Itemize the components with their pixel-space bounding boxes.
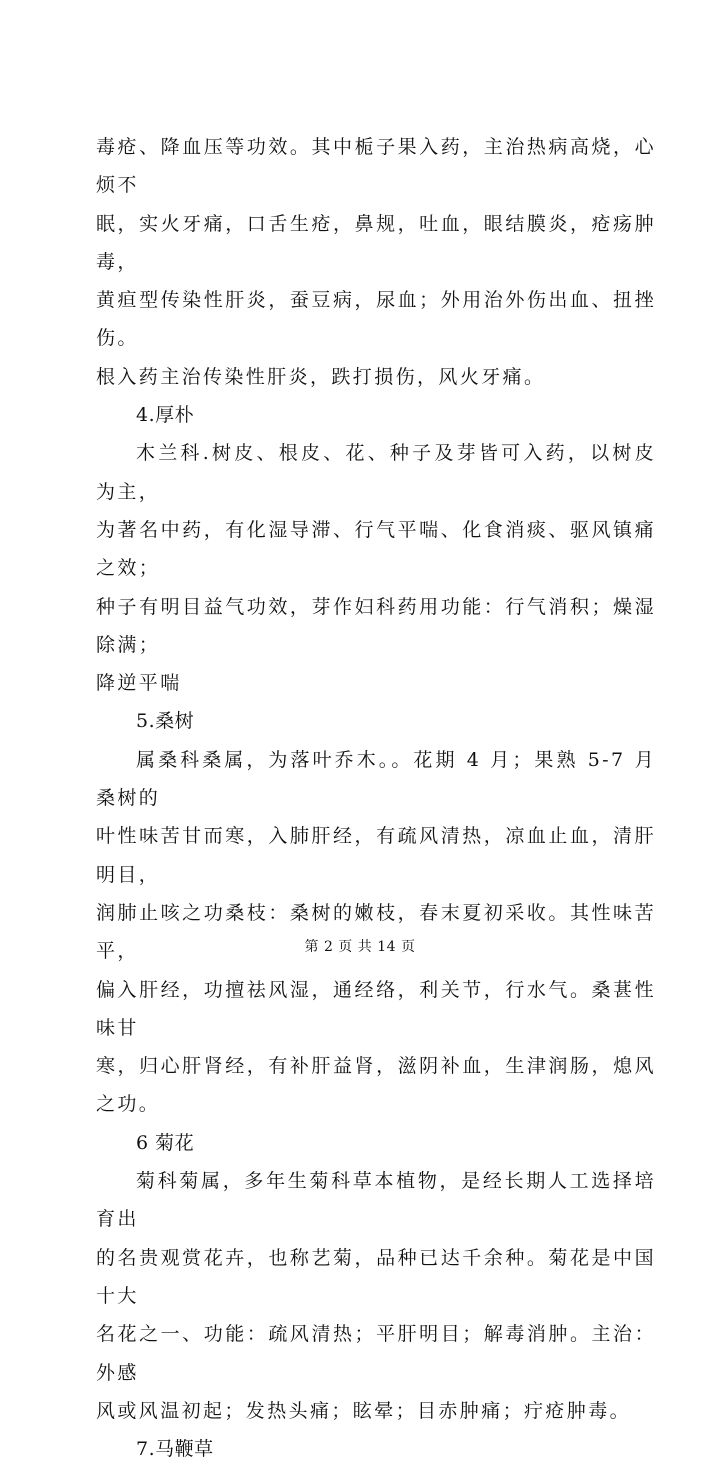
text-line: 风或风温初起；发热头痛；眩晕；目赤肿痛；疔疮肿毒。 — [96, 1399, 632, 1422]
text-line: 木兰科.树皮、根皮、花、种子及芽皆可入药，以树皮为主， — [96, 442, 656, 503]
document-body — [96, 128, 656, 1468]
text-line: 种子有明目益气功效，芽作妇科药用功能：行气消积；燥湿除满； — [96, 595, 656, 656]
text-line: 黄疸型传染性肝炎，蚕豆病，尿血；外用治外伤出血、扭挫伤。 — [96, 289, 656, 350]
paragraph-houpo — [96, 434, 656, 702]
text-line: 叶性味苦甘而寒，入肺肝经，有疏风清热，凉血止血，清肝明目， — [96, 825, 656, 886]
text-line: 名花之一、功能：疏风清热；平肝明目；解毒消肿。主治：外感 — [96, 1323, 656, 1384]
text-line: 偏入肝经，功擅祛风湿，通经络，利关节，行水气。桑葚性味甘 — [96, 978, 656, 1039]
text-line: 属桑科桑属，为落叶乔木。。花期 4 月；果熟 5-7 月桑树的 — [96, 748, 656, 810]
section-heading-mabiancao: 7.马鞭草 — [136, 1438, 214, 1461]
text-line: 根入药主治传染性肝炎，跌打损伤，风火牙痛。 — [96, 365, 546, 388]
paragraph-sangshu — [96, 741, 656, 1124]
text-line: 润肺止咳之功桑枝：桑树的嫩枝，春末夏初采收。其性味苦平， — [96, 901, 656, 963]
text-line: 的名贵观赏花卉，也称艺菊，品种已达千余种。菊花是中国十大 — [96, 1246, 656, 1307]
section-heading-juhua: 6 菊花 — [136, 1131, 195, 1154]
paragraph-zhizi-continued — [96, 128, 656, 396]
page-number-footer: 第 2 页 共 14 页 — [304, 939, 416, 955]
text-line: 毒疮、降血压等功效。其中栀子果入药，主治热病高烧，心烦不 — [96, 136, 656, 197]
text-line: 寒，归心肝肾经，有补肝益肾，滋阴补血，生津润肠，熄风之功。 — [96, 1055, 656, 1116]
text-line: 眠，实火牙痛，口舌生疮，鼻规，吐血，眼结膜炎，疮疡肿毒， — [96, 212, 656, 273]
text-line: 为著名中药，有化湿导滞、行气平喘、化食消痰、驱风镇痛之效； — [96, 518, 656, 580]
section-heading-houpo: 4.厚朴 — [136, 404, 195, 427]
paragraph-juhua — [96, 1162, 656, 1430]
text-line: 降逆平喘 — [96, 672, 182, 695]
text-line: 菊科菊属，多年生菊科草本植物，是经长期人工选择培育出 — [96, 1170, 656, 1231]
section-heading-sangshu: 5.桑树 — [136, 710, 195, 733]
